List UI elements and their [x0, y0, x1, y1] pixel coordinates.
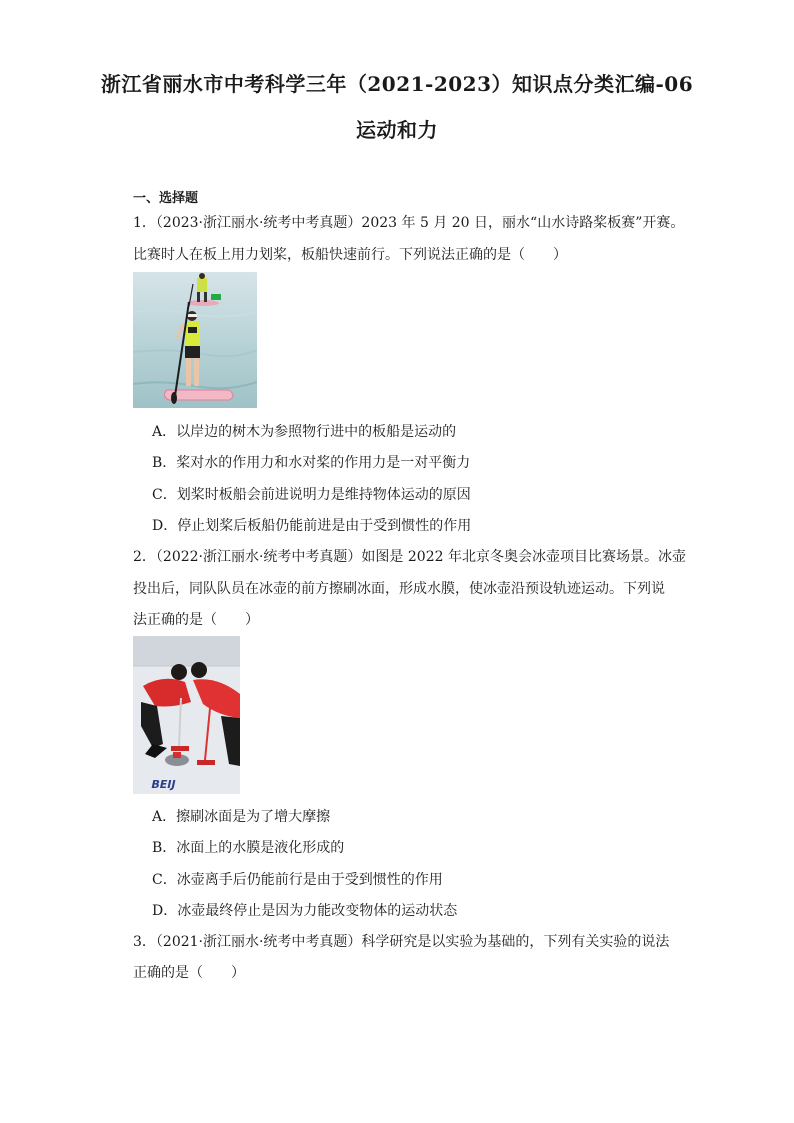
title-line-2: 运动和力	[356, 118, 438, 142]
question-1-text-line-1: 1．（2023·浙江丽水·统考中考真题）2023 年 5 月 20 日，丽水“山水诗路桨板赛”开赛。	[133, 215, 685, 231]
question-3-text-line-2: 正确的是（ ）	[133, 965, 245, 981]
question-3-text-line-1: 3．（2021·浙江丽水·统考中考真题）科学研究是以实验为基础的，下列有关实验的说法	[133, 934, 670, 950]
title-line-1: 浙江省丽水市中考科学三年（2021-2023）知识点分类汇编-06	[100, 72, 694, 96]
question-2-option-b: B．冰面上的水膜是液化形成的	[152, 840, 345, 856]
question-1-option-c: C．划桨时板船会前进说明力是维持物体运动的原因	[152, 487, 471, 503]
question-2-option-c: C．冰壶离手后仍能前行是由于受到惯性的作用	[152, 872, 443, 888]
question-2-option-a: A．擦刷冰面是为了增大摩擦	[152, 809, 331, 825]
question-2-text-line-1: 2．（2022·浙江丽水·统考中考真题）如图是 2022 年北京冬奥会冰壶项目比赛场景。冰壶	[133, 549, 686, 565]
question-1-option-b: B．桨对水的作用力和水对桨的作用力是一对平衡力	[152, 455, 471, 471]
question-2-text-line-2: 投出后，同队队员在冰壶的前方擦刷冰面，形成水膜，使冰壶沿预设轨迹运动。下列说	[133, 581, 665, 597]
question-1-option-d: D．停止划桨后板船仍能前进是由于受到惯性的作用	[152, 518, 472, 534]
curling-match-photo	[133, 636, 240, 794]
question-1-text-line-2: 比赛时人在板上用力划桨，板船快速前行。下列说法正确的是（ ）	[133, 247, 567, 263]
question-1-option-a: A．以岸边的树木为参照物行进中的板船是运动的	[152, 424, 457, 440]
section-heading: 一、选择题	[133, 191, 199, 206]
rink-logo-text: BEIJ	[150, 778, 177, 791]
paddleboard-race-photo	[133, 272, 257, 408]
question-2-option-d: D．冰壶最终停止是因为力能改变物体的运动状态	[152, 903, 458, 919]
question-2-text-line-3: 法正确的是（ ）	[133, 612, 259, 628]
